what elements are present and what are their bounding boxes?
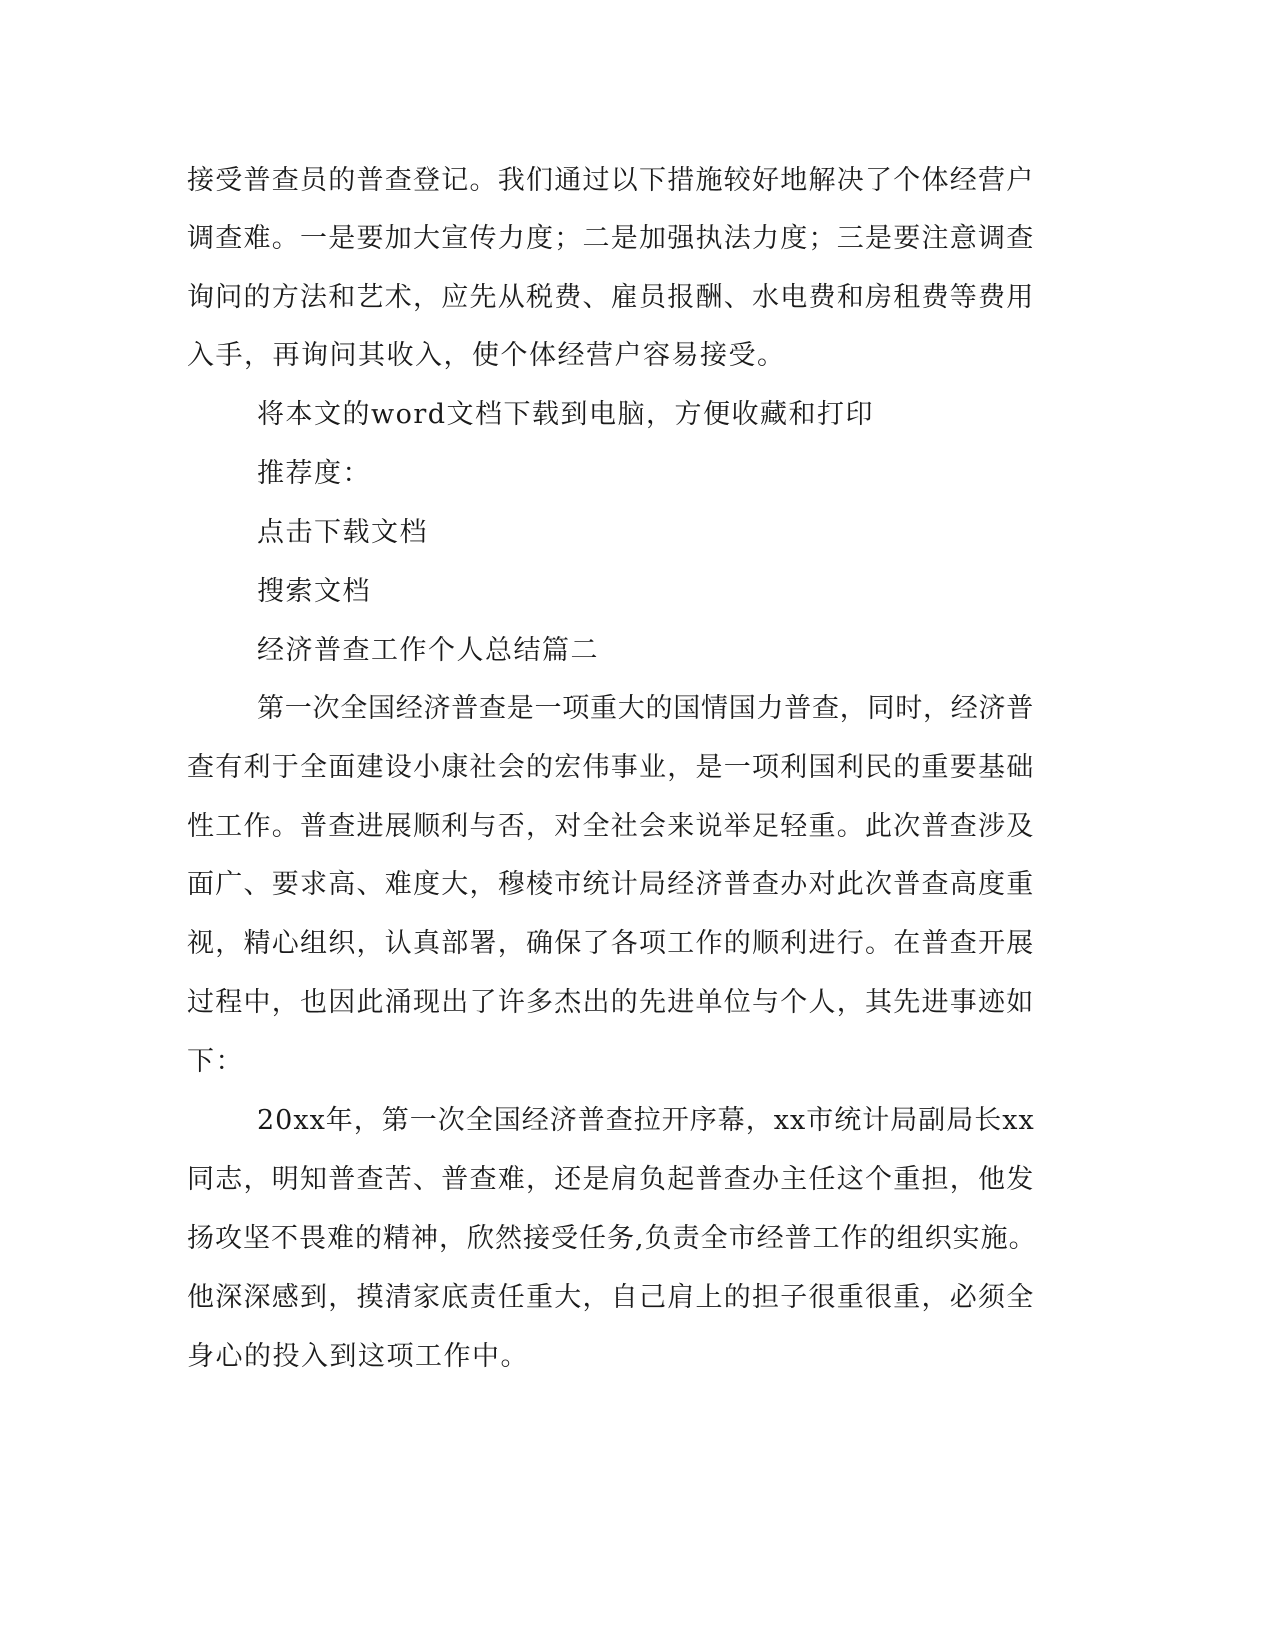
- paragraph-2-line-5: 视，精心组织，认真部署，确保了各项工作的顺利进行。在普查开展: [187, 928, 1035, 959]
- paragraph-2-line-2: 查有利于全面建设小康社会的宏伟事业，是一项利国利民的重要基础: [187, 752, 1035, 783]
- paragraph-3-line-1: 20xx年，第一次全国经济普查拉开序幕，xx市统计局副局长xx: [257, 1105, 1035, 1136]
- paragraph-1-line-3: 询问的方法和艺术，应先从税费、雇员报酬、水电费和房租费等费用: [187, 282, 1035, 313]
- search-document-link[interactable]: 搜索文档: [257, 576, 371, 607]
- paragraph-3-line-2: 同志，明知普查苦、普查难，还是肩负起普查办主任这个重担，他发: [187, 1164, 1035, 1195]
- paragraph-3-line-5: 身心的投入到这项工作中。: [187, 1341, 529, 1372]
- paragraph-1-line-4: 入手，再询问其收入，使个体经营户容易接受。: [187, 340, 786, 371]
- paragraph-2-line-6: 过程中，也因此涌现出了许多杰出的先进单位与个人，其先进事迹如: [187, 987, 1035, 1018]
- paragraph-2-line-7: 下：: [187, 1046, 244, 1077]
- section-title: 经济普查工作个人总结篇二: [257, 635, 599, 666]
- paragraph-3-line-4: 他深深感到，摸清家底责任重大，自己肩上的担子很重很重，必须全: [187, 1282, 1035, 1313]
- paragraph-2-line-4: 面广、要求高、难度大，穆棱市统计局经济普查办对此次普查高度重: [187, 869, 1035, 900]
- paragraph-2-line-3: 性工作。普查进展顺利与否，对全社会来说举足轻重。此次普查涉及: [187, 811, 1035, 842]
- paragraph-2-line-1: 第一次全国经济普查是一项重大的国情国力普查，同时，经济普: [257, 693, 1034, 724]
- download-document-link[interactable]: 点击下载文档: [257, 517, 428, 548]
- recommend-label: 推荐度：: [257, 458, 371, 489]
- paragraph-1-line-1: 接受普查员的普查登记。我们通过以下措施较好地解决了个体经营户: [187, 165, 1035, 196]
- paragraph-1-line-2: 调查难。一是要加大宣传力度；二是加强执法力度；三是要注意调查: [187, 223, 1035, 254]
- download-prompt: 将本文的word文档下载到电脑，方便收藏和打印: [257, 399, 875, 430]
- paragraph-3-line-3: 扬攻坚不畏难的精神，欣然接受任务,负责全市经普工作的组织实施。: [187, 1223, 1037, 1254]
